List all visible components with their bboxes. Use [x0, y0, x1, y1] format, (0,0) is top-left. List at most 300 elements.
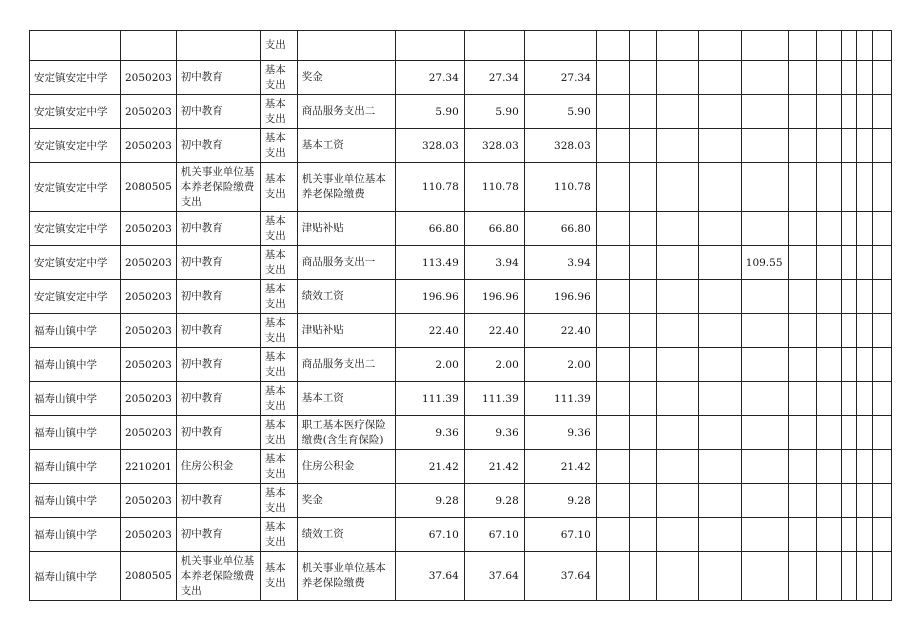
amount-cell	[629, 348, 656, 382]
amount-cell	[629, 416, 656, 450]
item-cell: 奖金	[297, 61, 395, 95]
type-cell: 支出	[260, 31, 297, 61]
amount-cell	[841, 129, 856, 163]
amount-cell: 109.55	[741, 246, 788, 280]
type-cell: 基本支出	[260, 552, 297, 601]
amount-cell	[816, 212, 841, 246]
amount-cell	[629, 552, 656, 601]
amount-cell: 66.80	[464, 212, 524, 246]
amount-cell	[816, 246, 841, 280]
unit-cell: 安定镇安定中学	[30, 163, 121, 212]
amount-cell	[856, 31, 872, 61]
amount-cell	[872, 348, 891, 382]
item-cell: 津贴补贴	[297, 314, 395, 348]
amount-cell: 5.90	[464, 95, 524, 129]
amount-cell	[629, 314, 656, 348]
table-row	[30, 450, 892, 484]
amount-cell	[816, 129, 841, 163]
amount-cell	[872, 95, 891, 129]
amount-cell	[841, 552, 856, 601]
amount-cell	[596, 280, 629, 314]
amount-cell	[856, 246, 872, 280]
amount-cell	[741, 552, 788, 601]
amount-cell	[629, 212, 656, 246]
unit-cell: 安定镇安定中学	[30, 129, 121, 163]
total-cell: 111.39	[395, 382, 464, 416]
amount-cell	[788, 212, 816, 246]
amount-cell	[841, 348, 856, 382]
table-row	[30, 348, 892, 382]
amount-cell	[872, 382, 891, 416]
code-cell: 2050203	[121, 129, 177, 163]
code-cell: 2050203	[121, 382, 177, 416]
code-cell: 2080505	[121, 552, 177, 601]
code-cell: 2080505	[121, 163, 177, 212]
type-cell: 基本支出	[260, 95, 297, 129]
amount-cell	[698, 129, 741, 163]
amount-cell	[856, 348, 872, 382]
amount-cell: 66.80	[524, 212, 596, 246]
table-row	[30, 416, 892, 450]
code-cell: 2210201	[121, 450, 177, 484]
amount-cell	[596, 129, 629, 163]
amount-cell: 37.64	[524, 552, 596, 601]
amount-cell	[698, 416, 741, 450]
amount-cell: 22.40	[464, 314, 524, 348]
table-row	[30, 246, 892, 280]
amount-cell	[741, 450, 788, 484]
amount-cell: 67.10	[464, 518, 524, 552]
amount-cell	[856, 450, 872, 484]
amount-cell	[816, 484, 841, 518]
type-cell: 基本支出	[260, 61, 297, 95]
item-cell: 绩效工资	[297, 280, 395, 314]
amount-cell	[656, 95, 698, 129]
amount-cell	[656, 416, 698, 450]
amount-cell	[698, 484, 741, 518]
amount-cell	[656, 246, 698, 280]
amount-cell: 21.42	[524, 450, 596, 484]
amount-cell	[698, 163, 741, 212]
code-cell: 2050203	[121, 280, 177, 314]
unit-cell: 福寿山镇中学	[30, 484, 121, 518]
amount-cell	[596, 348, 629, 382]
amount-cell	[741, 163, 788, 212]
budget-table	[29, 30, 892, 601]
amount-cell	[856, 95, 872, 129]
table-row	[30, 61, 892, 95]
amount-cell	[788, 348, 816, 382]
amount-cell	[841, 314, 856, 348]
total-cell: 66.80	[395, 212, 464, 246]
amount-cell	[596, 450, 629, 484]
amount-cell: 2.00	[524, 348, 596, 382]
amount-cell	[656, 484, 698, 518]
unit-cell: 福寿山镇中学	[30, 416, 121, 450]
amount-cell: 111.39	[464, 382, 524, 416]
amount-cell	[816, 280, 841, 314]
amount-cell	[596, 31, 629, 61]
amount-cell	[788, 314, 816, 348]
table-row	[30, 212, 892, 246]
amount-cell	[741, 382, 788, 416]
amount-cell	[856, 382, 872, 416]
amount-cell: 196.96	[524, 280, 596, 314]
unit-cell	[30, 31, 121, 61]
amount-cell	[816, 348, 841, 382]
amount-cell	[856, 129, 872, 163]
amount-cell	[629, 450, 656, 484]
type-cell: 基本支出	[260, 416, 297, 450]
total-cell: 5.90	[395, 95, 464, 129]
unit-cell: 福寿山镇中学	[30, 518, 121, 552]
amount-cell	[841, 518, 856, 552]
table-row	[30, 95, 892, 129]
item-cell	[297, 31, 395, 61]
function-cell: 初中教育	[176, 212, 260, 246]
type-cell: 基本支出	[260, 129, 297, 163]
amount-cell: 9.28	[524, 484, 596, 518]
amount-cell	[872, 552, 891, 601]
function-cell: 机关事业单位基本养老保险缴费支出	[176, 552, 260, 601]
amount-cell	[741, 31, 788, 61]
type-cell: 基本支出	[260, 314, 297, 348]
table-row	[30, 484, 892, 518]
amount-cell	[656, 552, 698, 601]
total-cell: 2.00	[395, 348, 464, 382]
type-cell: 基本支出	[260, 484, 297, 518]
amount-cell	[788, 552, 816, 601]
amount-cell: 2.00	[464, 348, 524, 382]
amount-cell	[656, 61, 698, 95]
amount-cell	[816, 314, 841, 348]
item-cell: 津贴补贴	[297, 212, 395, 246]
function-cell: 初中教育	[176, 348, 260, 382]
amount-cell	[872, 246, 891, 280]
function-cell: 住房公积金	[176, 450, 260, 484]
type-cell: 基本支出	[260, 348, 297, 382]
amount-cell: 9.36	[524, 416, 596, 450]
amount-cell	[596, 246, 629, 280]
amount-cell	[698, 31, 741, 61]
total-cell: 196.96	[395, 280, 464, 314]
total-cell: 22.40	[395, 314, 464, 348]
amount-cell	[596, 212, 629, 246]
amount-cell	[656, 348, 698, 382]
code-cell: 2050203	[121, 95, 177, 129]
amount-cell	[856, 552, 872, 601]
amount-cell	[656, 31, 698, 61]
amount-cell	[856, 518, 872, 552]
item-cell: 绩效工资	[297, 518, 395, 552]
type-cell: 基本支出	[260, 518, 297, 552]
amount-cell	[788, 518, 816, 552]
amount-cell	[856, 163, 872, 212]
unit-cell: 安定镇安定中学	[30, 246, 121, 280]
amount-cell	[596, 163, 629, 212]
unit-cell: 福寿山镇中学	[30, 314, 121, 348]
amount-cell: 9.36	[464, 416, 524, 450]
amount-cell	[596, 314, 629, 348]
amount-cell	[788, 61, 816, 95]
table-row	[30, 552, 892, 601]
amount-cell	[788, 129, 816, 163]
function-cell: 初中教育	[176, 246, 260, 280]
amount-cell	[629, 31, 656, 61]
amount-cell	[629, 382, 656, 416]
code-cell: 2050203	[121, 518, 177, 552]
amount-cell	[841, 450, 856, 484]
unit-cell: 安定镇安定中学	[30, 280, 121, 314]
amount-cell	[788, 280, 816, 314]
amount-cell: 22.40	[524, 314, 596, 348]
unit-cell: 安定镇安定中学	[30, 95, 121, 129]
amount-cell	[698, 450, 741, 484]
type-cell: 基本支出	[260, 212, 297, 246]
total-cell: 113.49	[395, 246, 464, 280]
amount-cell	[872, 314, 891, 348]
function-cell: 初中教育	[176, 484, 260, 518]
total-cell: 328.03	[395, 129, 464, 163]
amount-cell	[596, 484, 629, 518]
amount-cell	[656, 163, 698, 212]
amount-cell	[741, 61, 788, 95]
amount-cell	[816, 416, 841, 450]
amount-cell	[698, 212, 741, 246]
amount-cell	[629, 280, 656, 314]
type-cell: 基本支出	[260, 163, 297, 212]
code-cell	[121, 31, 177, 61]
item-cell: 职工基本医疗保险缴费(含生育保险)	[297, 416, 395, 450]
amount-cell	[741, 314, 788, 348]
amount-cell	[629, 129, 656, 163]
code-cell: 2050203	[121, 416, 177, 450]
function-cell: 初中教育	[176, 280, 260, 314]
amount-cell: 3.94	[524, 246, 596, 280]
amount-cell	[698, 518, 741, 552]
amount-cell	[816, 552, 841, 601]
amount-cell	[698, 246, 741, 280]
type-cell: 基本支出	[260, 450, 297, 484]
amount-cell	[656, 518, 698, 552]
amount-cell	[872, 450, 891, 484]
amount-cell: 111.39	[524, 382, 596, 416]
amount-cell	[788, 31, 816, 61]
code-cell: 2050203	[121, 61, 177, 95]
amount-cell	[629, 163, 656, 212]
amount-cell	[816, 95, 841, 129]
table-row	[30, 314, 892, 348]
amount-cell	[596, 518, 629, 552]
amount-cell	[741, 95, 788, 129]
total-cell: 67.10	[395, 518, 464, 552]
amount-cell	[872, 280, 891, 314]
amount-cell	[596, 552, 629, 601]
amount-cell	[698, 348, 741, 382]
table-row	[30, 518, 892, 552]
item-cell: 住房公积金	[297, 450, 395, 484]
amount-cell	[816, 450, 841, 484]
unit-cell: 福寿山镇中学	[30, 382, 121, 416]
unit-cell: 安定镇安定中学	[30, 61, 121, 95]
amount-cell: 27.34	[464, 61, 524, 95]
function-cell: 初中教育	[176, 518, 260, 552]
amount-cell	[629, 61, 656, 95]
amount-cell	[656, 280, 698, 314]
amount-cell	[872, 212, 891, 246]
function-cell: 初中教育	[176, 314, 260, 348]
amount-cell	[596, 61, 629, 95]
item-cell: 商品服务支出一	[297, 246, 395, 280]
total-cell: 27.34	[395, 61, 464, 95]
amount-cell: 5.90	[524, 95, 596, 129]
amount-cell	[856, 61, 872, 95]
amount-cell	[841, 484, 856, 518]
amount-cell	[698, 95, 741, 129]
amount-cell	[856, 280, 872, 314]
table-row	[30, 163, 892, 212]
total-cell: 37.64	[395, 552, 464, 601]
amount-cell	[698, 280, 741, 314]
amount-cell: 110.78	[524, 163, 596, 212]
amount-cell: 328.03	[524, 129, 596, 163]
function-cell: 初中教育	[176, 129, 260, 163]
amount-cell	[656, 314, 698, 348]
function-cell: 机关事业单位基本养老保险缴费支出	[176, 163, 260, 212]
amount-cell	[656, 382, 698, 416]
amount-cell	[741, 518, 788, 552]
amount-cell: 9.28	[464, 484, 524, 518]
item-cell: 机关事业单位基本养老保险缴费	[297, 163, 395, 212]
amount-cell	[841, 31, 856, 61]
amount-cell	[841, 163, 856, 212]
amount-cell: 110.78	[464, 163, 524, 212]
item-cell: 机关事业单位基本养老保险缴费	[297, 552, 395, 601]
amount-cell	[816, 163, 841, 212]
amount-cell: 21.42	[464, 450, 524, 484]
unit-cell: 福寿山镇中学	[30, 450, 121, 484]
type-cell: 基本支出	[260, 280, 297, 314]
amount-cell	[656, 129, 698, 163]
amount-cell	[788, 450, 816, 484]
amount-cell	[629, 95, 656, 129]
unit-cell: 安定镇安定中学	[30, 212, 121, 246]
amount-cell	[698, 61, 741, 95]
amount-cell	[656, 450, 698, 484]
amount-cell	[816, 518, 841, 552]
item-cell: 商品服务支出二	[297, 95, 395, 129]
function-cell: 初中教育	[176, 382, 260, 416]
total-cell: 9.36	[395, 416, 464, 450]
function-cell: 初中教育	[176, 416, 260, 450]
amount-cell	[788, 484, 816, 518]
function-cell	[176, 31, 260, 61]
item-cell: 基本工资	[297, 382, 395, 416]
code-cell: 2050203	[121, 212, 177, 246]
amount-cell	[698, 314, 741, 348]
amount-cell: 27.34	[524, 61, 596, 95]
amount-cell	[788, 246, 816, 280]
amount-cell: 37.64	[464, 552, 524, 601]
amount-cell	[698, 552, 741, 601]
function-cell: 初中教育	[176, 61, 260, 95]
amount-cell	[629, 518, 656, 552]
amount-cell	[872, 416, 891, 450]
amount-cell	[841, 280, 856, 314]
code-cell: 2050203	[121, 348, 177, 382]
amount-cell	[629, 484, 656, 518]
item-cell: 商品服务支出二	[297, 348, 395, 382]
amount-cell	[872, 31, 891, 61]
amount-cell	[596, 95, 629, 129]
amount-cell	[596, 382, 629, 416]
amount-cell	[741, 348, 788, 382]
amount-cell	[872, 129, 891, 163]
item-cell: 基本工资	[297, 129, 395, 163]
amount-cell	[856, 212, 872, 246]
amount-cell	[841, 212, 856, 246]
amount-cell	[741, 416, 788, 450]
amount-cell	[872, 518, 891, 552]
amount-cell	[741, 129, 788, 163]
total-cell: 21.42	[395, 450, 464, 484]
table-row	[30, 382, 892, 416]
amount-cell	[816, 31, 841, 61]
amount-cell	[856, 484, 872, 518]
code-cell: 2050203	[121, 484, 177, 518]
code-cell: 2050203	[121, 246, 177, 280]
amount-cell	[656, 212, 698, 246]
amount-cell	[741, 212, 788, 246]
amount-cell	[596, 416, 629, 450]
type-cell: 基本支出	[260, 246, 297, 280]
item-cell: 奖金	[297, 484, 395, 518]
amount-cell	[464, 31, 524, 61]
amount-cell	[788, 95, 816, 129]
amount-cell	[841, 416, 856, 450]
amount-cell	[788, 382, 816, 416]
amount-cell	[698, 382, 741, 416]
amount-cell	[856, 314, 872, 348]
amount-cell	[524, 31, 596, 61]
amount-cell	[816, 382, 841, 416]
unit-cell: 福寿山镇中学	[30, 552, 121, 601]
amount-cell: 328.03	[464, 129, 524, 163]
code-cell: 2050203	[121, 314, 177, 348]
amount-cell	[629, 246, 656, 280]
table-body	[30, 31, 892, 601]
amount-cell: 196.96	[464, 280, 524, 314]
total-cell: 110.78	[395, 163, 464, 212]
unit-cell: 福寿山镇中学	[30, 348, 121, 382]
total-cell: 9.28	[395, 484, 464, 518]
type-cell: 基本支出	[260, 382, 297, 416]
total-cell	[395, 31, 464, 61]
amount-cell	[788, 163, 816, 212]
amount-cell	[872, 61, 891, 95]
amount-cell: 3.94	[464, 246, 524, 280]
amount-cell	[841, 95, 856, 129]
amount-cell	[841, 382, 856, 416]
function-cell: 初中教育	[176, 95, 260, 129]
amount-cell	[841, 61, 856, 95]
amount-cell	[841, 246, 856, 280]
table-row	[30, 280, 892, 314]
amount-cell	[872, 163, 891, 212]
amount-cell	[856, 416, 872, 450]
amount-cell	[872, 484, 891, 518]
amount-cell	[816, 61, 841, 95]
